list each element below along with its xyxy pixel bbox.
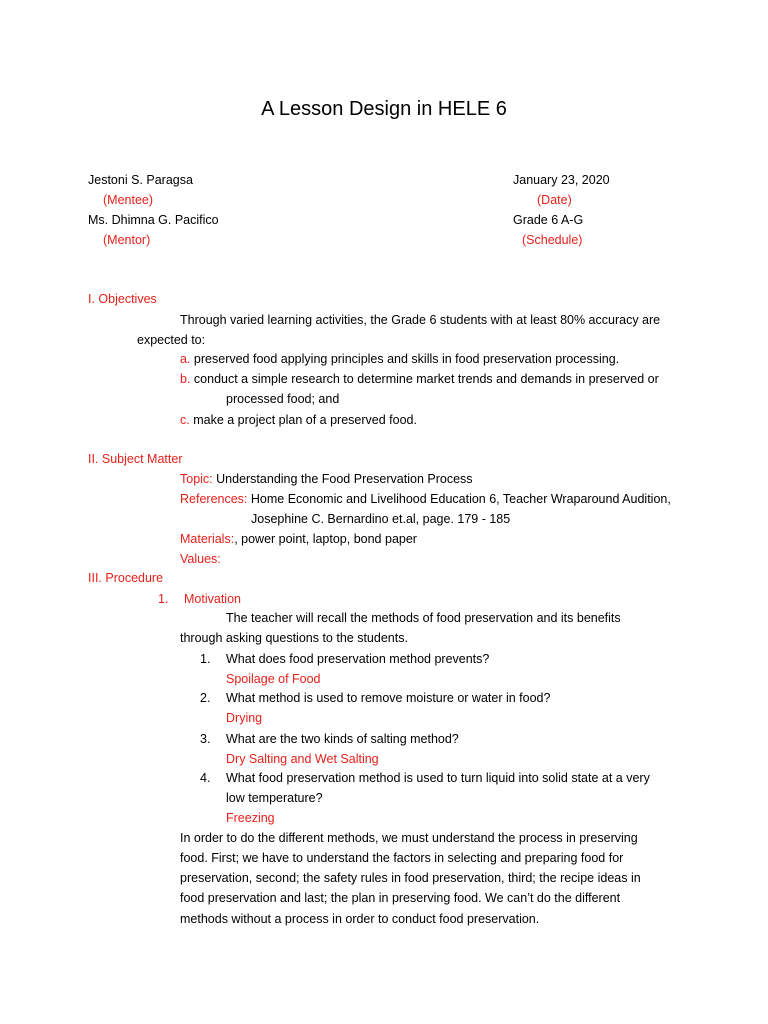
mentor-role: (Mentor) [103, 233, 151, 247]
question-number: 4. [200, 771, 211, 785]
objectives-intro-line2: expected to: [137, 333, 206, 347]
question-2 [200, 690, 550, 706]
question-1 [200, 651, 489, 667]
materials-value: , power point, laptop, bond paper [234, 532, 417, 546]
mentee-name: Jestoni S. Paragsa [88, 173, 193, 187]
answer-3: Dry Salting and Wet Salting [226, 752, 379, 766]
objectives-intro-line1: Through varied learning activities, the Grade 6 students with at least 80% accuracy are [180, 313, 661, 327]
values-label: Values: [180, 552, 221, 566]
question-4-continued: low temperature? [226, 791, 323, 805]
question-text: What are the two kinds of salting method? [226, 732, 459, 746]
subject-matter-heading: II. Subject Matter [88, 452, 183, 466]
objective-text: make a project plan of a preserved food. [193, 413, 417, 427]
closing-line-5: methods without a process in order to conduct food preservation. [180, 912, 540, 926]
closing-line-4: food preservation and last; the plan in preserving food. We can’t do the different [180, 891, 621, 905]
topic-label: Topic: [180, 472, 213, 486]
question-number: 1. [200, 652, 211, 666]
question-text: What food preservation method is used to turn liquid into solid state at a very [226, 771, 650, 785]
procedure-heading: III. Procedure [88, 571, 164, 585]
objective-letter: b. [180, 372, 191, 386]
answer-2: Drying [226, 711, 263, 725]
references-label: References: [180, 492, 248, 506]
references-value-continued: Josephine C. Bernardino et.al, page. 179 - 185 [251, 512, 511, 526]
objective-text: conduct a simple research to determine market trends and demands in preserved or [193, 372, 659, 386]
motivation-intro-line2: through asking questions to the students. [180, 631, 408, 645]
answer-1: Spoilage of Food [226, 672, 321, 686]
mentor-name: Ms. Dhimna G. Pacifico [88, 213, 219, 227]
question-text: What does food preservation method prevents? [226, 652, 490, 666]
document-title: A Lesson Design in HELE 6 [261, 98, 507, 120]
question-text: What method is used to remove moisture or water in food? [226, 691, 551, 705]
date-label: (Date) [537, 193, 572, 207]
question-number: 3. [200, 732, 211, 746]
answer-4: Freezing [226, 811, 275, 825]
objective-letter: c. [180, 413, 190, 427]
objectives-heading: I. Objectives [88, 292, 157, 306]
question-4 [200, 770, 650, 786]
topic-value: Understanding the Food Preservation Process [216, 472, 473, 486]
procedure-step [158, 591, 241, 607]
question-number: 2. [200, 691, 211, 705]
closing-line-2: food. First; we have to understand the factors in selecting and preparing food for [180, 851, 624, 865]
objective-text: preserved food applying principles and skills in food preservation processing. [193, 352, 620, 366]
references-value: Home Economic and Livelihood Education 6, Teacher Wraparound Audition, [250, 492, 671, 506]
objective-item-c [180, 412, 417, 428]
materials-row [180, 531, 417, 547]
materials-label: Materials: [180, 532, 235, 546]
schedule-value: Grade 6 A-G [513, 213, 584, 227]
objective-item-b [180, 371, 659, 387]
mentee-role: (Mentee) [103, 193, 154, 207]
objective-item-a [180, 351, 619, 367]
schedule-label: (Schedule) [522, 233, 583, 247]
references-row [180, 491, 671, 507]
step-title: Motivation [184, 592, 241, 606]
objective-letter: a. [180, 352, 191, 366]
step-number: 1. [158, 592, 169, 606]
objective-text-continued: processed food; and [226, 392, 340, 406]
date-value: January 23, 2020 [513, 173, 610, 187]
question-3 [200, 731, 459, 747]
motivation-intro-line1: The teacher will recall the methods of food preservation and its benefits [226, 611, 621, 625]
closing-line-3: preservation, second; the safety rules in food preservation, third; the recipe ideas in [180, 871, 641, 885]
topic-row [180, 471, 473, 487]
closing-line-1: In order to do the different methods, we must understand the process in preserving [180, 831, 638, 845]
